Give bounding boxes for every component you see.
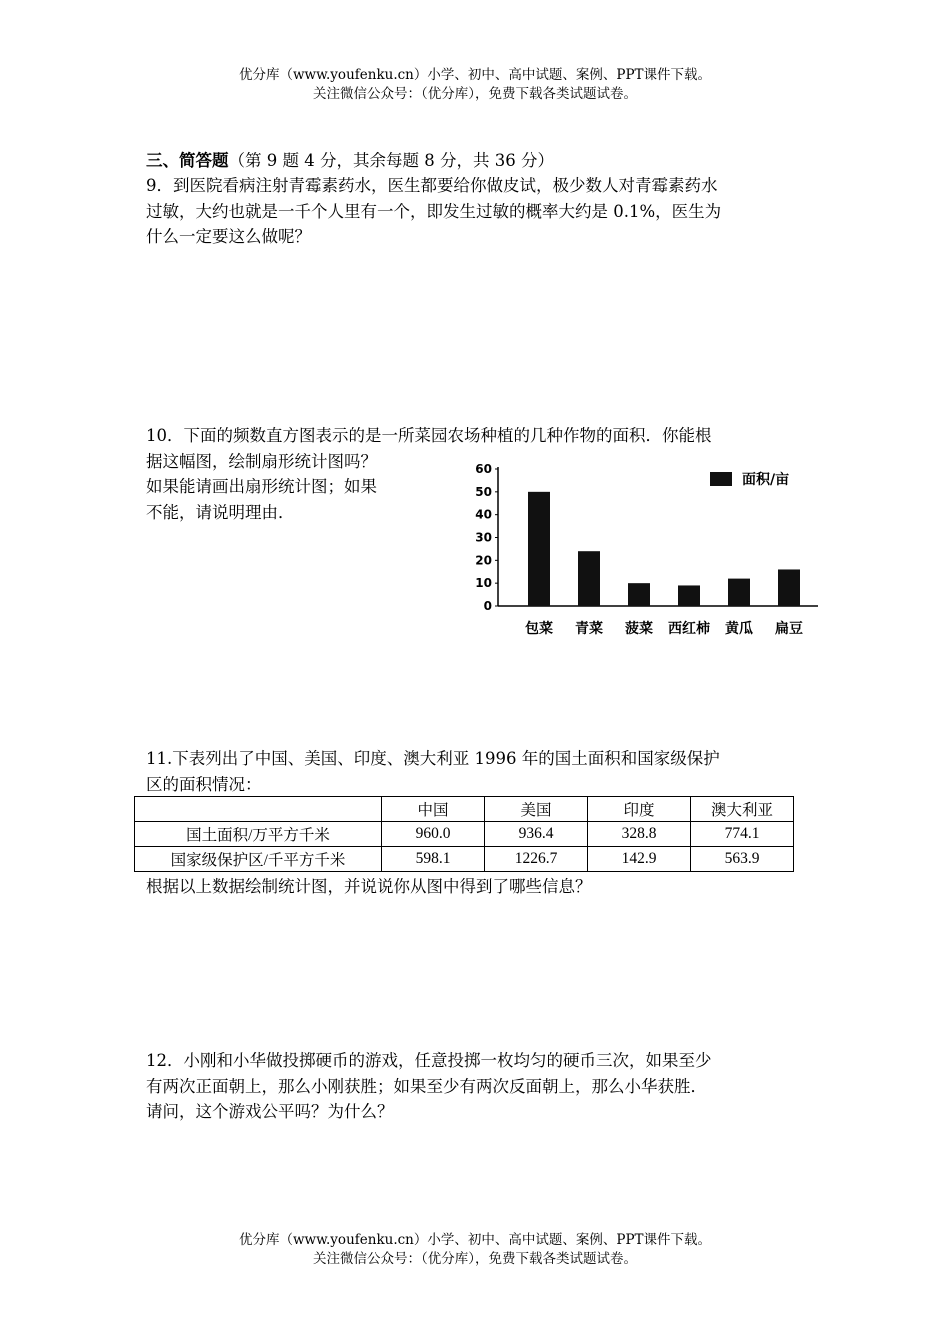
table-cell: 598.1 <box>382 847 485 872</box>
q10-side-line: 如果能请画出扇形统计图；如果 <box>146 477 377 496</box>
table-cell: 1226.7 <box>485 847 588 872</box>
table-cell: 142.9 <box>588 847 691 872</box>
y-tick-label: 30 <box>475 530 492 545</box>
header-line-2: 关注微信公众号：（优分库），免费下载各类试题试卷。 <box>313 86 637 102</box>
q11-line-1: 11.下表列出了中国、美国、印度、澳大利亚 1996 年的国土面积和国家级保护 <box>146 749 720 768</box>
bar <box>678 585 700 606</box>
bar <box>528 492 550 606</box>
header-line-1: 优分库（www.youfenku.cn）小学、初中、高中试题、案例、PPT课件下载。 <box>238 67 712 83</box>
y-tick-label: 0 <box>483 599 492 613</box>
q10-line-1: 10．下面的频数直方图表示的是一所菜园农场种植的几种作物的面积．你能根 <box>146 426 712 445</box>
legend-label: 面积/亩 <box>742 472 790 488</box>
q11-instruction: 根据以上数据绘制统计图，并说说你从图中得到了哪些信息？ <box>146 877 592 896</box>
table-header-cell: 中国 <box>382 797 485 822</box>
table-cell: 328.8 <box>588 822 691 847</box>
x-category-label: 菠菜 <box>625 621 653 637</box>
bar <box>728 579 750 606</box>
table-header-cell: 美国 <box>485 797 588 822</box>
x-category-label: 黄瓜 <box>725 621 753 637</box>
x-category-label: 扁豆 <box>775 621 803 637</box>
y-tick-label: 60 <box>475 462 492 476</box>
page-header <box>0 66 950 104</box>
table-row-label: 国土面积/万平方千米 <box>135 822 382 847</box>
y-tick-label: 10 <box>475 576 492 591</box>
y-tick-label: 50 <box>475 484 492 499</box>
table-cell: 960.0 <box>382 822 485 847</box>
footer-line-2: 关注微信公众号：（优分库），免费下载各类试题试卷。 <box>313 1251 637 1267</box>
table-cell: 936.4 <box>485 822 588 847</box>
q12-line: 有两次正面朝上，那么小刚获胜；如果至少有两次反面朝上，那么小华获胜． <box>146 1076 707 1096</box>
y-tick-label: 20 <box>475 553 492 568</box>
crop-area-bar-chart <box>462 456 832 646</box>
question-11 <box>146 746 808 797</box>
q11-line-2: 区的面积情况： <box>146 774 262 794</box>
table-cell: 563.9 <box>691 847 794 872</box>
table-header-cell: 澳大利亚 <box>691 797 794 822</box>
bar <box>778 569 800 606</box>
q9-line: 什么一定要这么做呢？ <box>146 227 311 246</box>
q12-line: 12．小刚和小华做投掷硬币的游戏，任意投掷一枚均匀的硬币三次，如果至少 <box>146 1051 712 1070</box>
page-footer <box>0 1231 950 1269</box>
bar <box>578 551 600 606</box>
q9-line: 9．到医院看病注射青霉素药水，医生都要给你做皮试，极少数人对青霉素药水 <box>146 176 718 195</box>
table-row <box>135 847 794 872</box>
question-9 <box>146 173 808 250</box>
section-heading <box>146 148 554 173</box>
footer-line-1: 优分库（www.youfenku.cn）小学、初中、高中试题、案例、PPT课件下载。 <box>238 1232 712 1248</box>
x-category-label: 西红柿 <box>668 621 710 637</box>
legend-swatch <box>710 472 732 486</box>
q9-line: 过敏，大约也就是一千个人里有一个，即发生过敏的概率大约是 0.1%，医生为 <box>146 201 722 221</box>
area-table <box>134 796 794 872</box>
question-12 <box>146 1048 808 1125</box>
table-header-cell: 印度 <box>588 797 691 822</box>
q12-line: 请问，这个游戏公平吗？为什么？ <box>146 1102 394 1121</box>
table-header-cell <box>135 797 382 822</box>
bar <box>628 583 650 606</box>
y-tick-label: 40 <box>475 507 492 522</box>
table-row-label: 国家级保护区/千平方千米 <box>135 847 382 872</box>
section-note: （第 9 题 4 分，其余每题 8 分，共 36 分） <box>228 151 554 170</box>
x-category-label: 青菜 <box>575 621 603 637</box>
q10-side-line: 据这幅图，绘制扇形统计图吗？ <box>146 451 377 471</box>
table-row <box>135 822 794 847</box>
table-header-row <box>135 797 794 822</box>
section-title: 三、简答题 <box>146 151 229 170</box>
table-cell: 774.1 <box>691 822 794 847</box>
x-category-label: 包菜 <box>525 621 553 637</box>
q10-side-line: 不能，请说明理由． <box>146 502 295 522</box>
